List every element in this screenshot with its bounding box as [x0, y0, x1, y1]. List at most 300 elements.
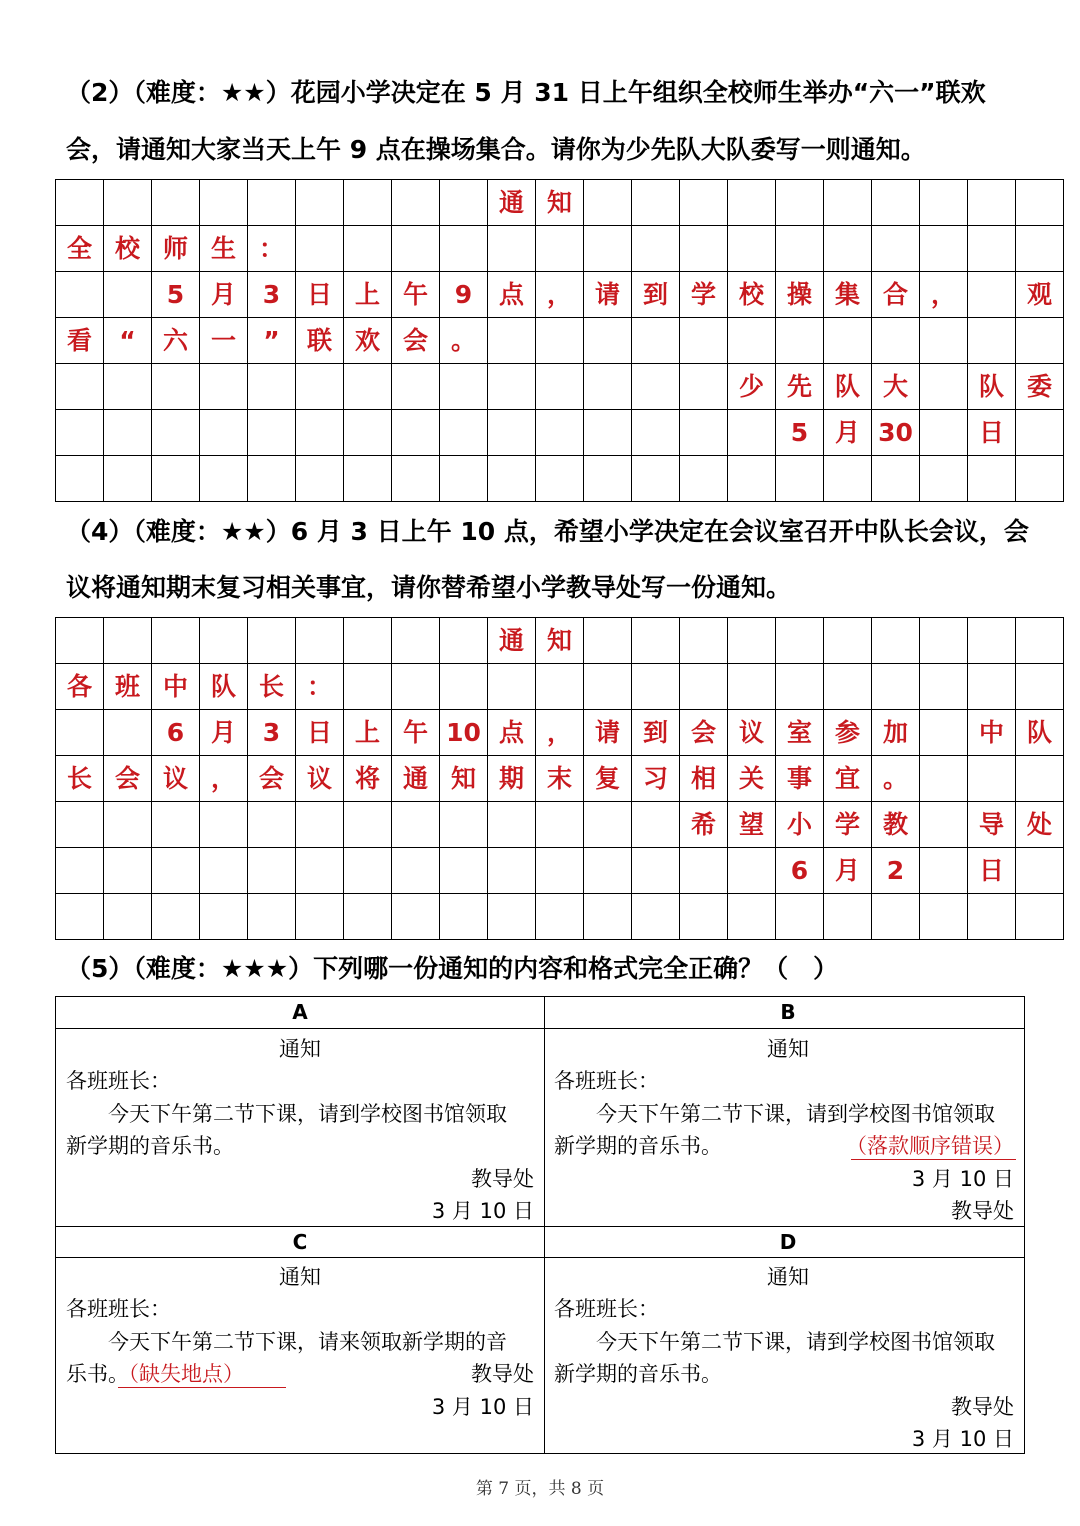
grid-cell: 看: [56, 318, 104, 364]
grid-cell: [104, 456, 152, 502]
grid-cell: [920, 848, 968, 894]
grid-cell: [776, 618, 824, 664]
grid-cell: [248, 410, 296, 456]
grid-cell: 午: [392, 710, 440, 756]
grid-cell: 各: [56, 664, 104, 710]
grid-cell: [200, 848, 248, 894]
grid-cell: [104, 802, 152, 848]
grid-cell: [824, 226, 872, 272]
grid-cell: 请: [584, 710, 632, 756]
grid-cell: [440, 802, 488, 848]
grid-cell: 。: [872, 756, 920, 802]
grid-cell: [632, 664, 680, 710]
grid-cell: [680, 226, 728, 272]
grid-cell: [632, 456, 680, 502]
grid-cell: [680, 180, 728, 226]
grid-cell: ，: [200, 756, 248, 802]
grid-cell: 会: [104, 756, 152, 802]
grid-cell: [488, 364, 536, 410]
option-c-letter: C: [292, 1230, 308, 1254]
option-c-error-note: （缺失地点）: [118, 1362, 244, 1386]
option-a-letter: A: [292, 1000, 308, 1024]
grid-cell: [440, 664, 488, 710]
option-c-note-underline: [118, 1387, 286, 1388]
grid-cell: [632, 848, 680, 894]
grid-cell: 生: [200, 226, 248, 272]
grid-cell: [104, 180, 152, 226]
grid-cell: [1016, 848, 1064, 894]
grid-cell: [248, 618, 296, 664]
grid-cell: [200, 456, 248, 502]
option-a-title: 通知: [279, 1037, 321, 1061]
grid-cell: 处: [1016, 802, 1064, 848]
grid-cell: [56, 894, 104, 940]
grid-cell: [680, 456, 728, 502]
grid-row: [56, 618, 1064, 664]
grid-cell: [728, 410, 776, 456]
grid-cell: [392, 180, 440, 226]
grid-cell: [872, 618, 920, 664]
grid-cell: [920, 894, 968, 940]
grid-cell: 末: [536, 756, 584, 802]
grid-cell: 5: [152, 272, 200, 318]
grid-row: [56, 180, 1064, 226]
grid-cell: [392, 364, 440, 410]
grid-cell: [776, 894, 824, 940]
grid-cell: [920, 180, 968, 226]
grid-cell: [920, 364, 968, 410]
grid-cell: [1016, 180, 1064, 226]
grid-cell: [200, 894, 248, 940]
grid-cell: 午: [392, 272, 440, 318]
option-d-sign-line2: 3 月 10 日: [911, 1427, 1014, 1451]
grid-cell: [968, 664, 1016, 710]
grid-cell: [632, 180, 680, 226]
grid-cell: 全: [56, 226, 104, 272]
option-c-body-line2: 乐书。: [66, 1362, 129, 1386]
grid-cell: 队: [968, 364, 1016, 410]
grid-cell: [440, 456, 488, 502]
grid-cell: [968, 894, 1016, 940]
grid-cell: [344, 802, 392, 848]
grid-cell: [728, 226, 776, 272]
grid-row: [56, 456, 1064, 502]
grid-row: [56, 848, 1064, 894]
grid-cell: [920, 318, 968, 364]
grid-cell: 到: [632, 710, 680, 756]
grid-cell: [536, 410, 584, 456]
grid-cell: [200, 364, 248, 410]
grid-cell: 长: [56, 756, 104, 802]
grid-cell: [584, 664, 632, 710]
option-a-greeting: 各班班长：: [66, 1069, 171, 1093]
grid-cell: [776, 664, 824, 710]
grid-cell: [536, 226, 584, 272]
grid-cell: [968, 180, 1016, 226]
grid-cell: [296, 894, 344, 940]
option-d-greeting: 各班班长：: [554, 1297, 659, 1321]
grid-cell: [968, 756, 1016, 802]
grid-row: [56, 364, 1064, 410]
grid-cell: [440, 410, 488, 456]
grid-cell: [536, 456, 584, 502]
grid-cell: [536, 364, 584, 410]
grid-row: [56, 318, 1064, 364]
q5-options-table: [55, 996, 1025, 1454]
grid-cell: 相: [680, 756, 728, 802]
column-divider: [544, 997, 545, 1453]
grid-row: [56, 894, 1064, 940]
option-a-sign-line1: 教导处: [471, 1167, 534, 1191]
grid-cell: [488, 410, 536, 456]
option-c-body-line1: 今天下午第二节下课，请来领取新学期的音: [108, 1330, 507, 1354]
grid-cell: [680, 618, 728, 664]
grid-cell: 日: [968, 848, 1016, 894]
grid-cell: 点: [488, 272, 536, 318]
q4-answer-grid: [55, 617, 1064, 940]
grid-cell: [824, 318, 872, 364]
grid-cell: 知: [536, 618, 584, 664]
option-b-sign-line1: 3 月 10 日: [911, 1167, 1014, 1191]
grid-cell: [152, 618, 200, 664]
grid-cell: [584, 618, 632, 664]
grid-cell: 中: [968, 710, 1016, 756]
grid-cell: [56, 410, 104, 456]
grid-cell: [1016, 894, 1064, 940]
grid-cell: [392, 848, 440, 894]
grid-cell: [728, 848, 776, 894]
grid-cell: [728, 456, 776, 502]
grid-cell: 6: [776, 848, 824, 894]
grid-cell: 队: [824, 364, 872, 410]
grid-cell: [920, 618, 968, 664]
option-d-letter: D: [779, 1230, 797, 1254]
grid-cell: [1016, 756, 1064, 802]
grid-cell: [1016, 664, 1064, 710]
grid-cell: [584, 456, 632, 502]
grid-cell: [56, 802, 104, 848]
grid-cell: [56, 710, 104, 756]
grid-cell: 9: [440, 272, 488, 318]
grid-cell: 月: [824, 410, 872, 456]
grid-cell: 将: [344, 756, 392, 802]
grid-row: [56, 410, 1064, 456]
grid-cell: [872, 664, 920, 710]
grid-cell: [152, 364, 200, 410]
option-c-sign-line2: 3 月 10 日: [431, 1395, 534, 1419]
grid-cell: [104, 364, 152, 410]
grid-cell: [584, 848, 632, 894]
grid-cell: [1016, 410, 1064, 456]
grid-cell: [584, 802, 632, 848]
option-d-body-line1: 今天下午第二节下课，请到学校图书馆领取: [596, 1330, 995, 1354]
grid-cell: [488, 848, 536, 894]
grid-cell: 宜: [824, 756, 872, 802]
grid-cell: 联: [296, 318, 344, 364]
grid-cell: [104, 272, 152, 318]
q4-prompt-line1: （4）（难度：★★）6 月 3 日上午 10 点，希望小学决定在会议室召开中队长会议，会: [66, 517, 1029, 546]
grid-cell: 教: [872, 802, 920, 848]
grid-row: [56, 226, 1064, 272]
grid-row: [56, 756, 1064, 802]
grid-cell: 月: [200, 272, 248, 318]
grid-cell: [680, 894, 728, 940]
grid-cell: 小: [776, 802, 824, 848]
grid-cell: 学: [680, 272, 728, 318]
grid-cell: [968, 456, 1016, 502]
grid-cell: [872, 318, 920, 364]
option-d-body-line2: 新学期的音乐书。: [554, 1362, 722, 1386]
grid-cell: [56, 180, 104, 226]
grid-cell: [584, 180, 632, 226]
grid-cell: [680, 848, 728, 894]
option-b-error-note: （落款顺序错误）: [846, 1134, 1014, 1158]
grid-cell: [968, 226, 1016, 272]
grid-cell: 上: [344, 272, 392, 318]
grid-cell: 导: [968, 802, 1016, 848]
grid-cell: [728, 664, 776, 710]
grid-cell: 日: [296, 272, 344, 318]
grid-cell: [152, 802, 200, 848]
grid-row: [56, 664, 1064, 710]
grid-cell: [344, 848, 392, 894]
grid-cell: 学: [824, 802, 872, 848]
grid-cell: [296, 456, 344, 502]
grid-cell: [584, 226, 632, 272]
grid-cell: [200, 802, 248, 848]
grid-cell: 队: [200, 664, 248, 710]
grid-cell: 3: [248, 710, 296, 756]
q2-answer-grid: [55, 179, 1064, 502]
grid-cell: 议: [728, 710, 776, 756]
grid-cell: 大: [872, 364, 920, 410]
grid-cell: 校: [104, 226, 152, 272]
grid-cell: [152, 848, 200, 894]
grid-cell: [248, 802, 296, 848]
grid-cell: [488, 894, 536, 940]
grid-cell: 议: [296, 756, 344, 802]
grid-cell: 月: [200, 710, 248, 756]
grid-cell: [248, 364, 296, 410]
grid-cell: [872, 180, 920, 226]
grid-cell: [536, 664, 584, 710]
grid-cell: [824, 894, 872, 940]
grid-cell: [152, 894, 200, 940]
grid-cell: [632, 364, 680, 410]
grid-cell: [872, 894, 920, 940]
option-a-body-line1: 今天下午第二节下课，请到学校图书馆领取: [108, 1102, 507, 1126]
grid-cell: [920, 710, 968, 756]
grid-cell: [680, 364, 728, 410]
option-b-greeting: 各班班长：: [554, 1069, 659, 1093]
grid-cell: [632, 894, 680, 940]
grid-cell: [56, 364, 104, 410]
grid-cell: [56, 618, 104, 664]
grid-cell: [728, 618, 776, 664]
grid-cell: 30: [872, 410, 920, 456]
grid-cell: [56, 272, 104, 318]
grid-cell: [728, 180, 776, 226]
grid-cell: ：: [248, 226, 296, 272]
row-divider: [56, 1028, 1024, 1029]
grid-cell: [536, 848, 584, 894]
grid-cell: [968, 318, 1016, 364]
option-c-sign-line1: 教导处: [471, 1362, 534, 1386]
grid-cell: ：: [296, 664, 344, 710]
grid-cell: [680, 318, 728, 364]
grid-cell: [344, 618, 392, 664]
grid-cell: [488, 664, 536, 710]
grid-cell: 校: [728, 272, 776, 318]
grid-cell: 加: [872, 710, 920, 756]
grid-cell: 六: [152, 318, 200, 364]
grid-cell: ，: [920, 272, 968, 318]
grid-cell: [344, 410, 392, 456]
grid-cell: 请: [584, 272, 632, 318]
grid-cell: [920, 456, 968, 502]
grid-cell: 师: [152, 226, 200, 272]
grid-cell: [536, 318, 584, 364]
grid-cell: [392, 618, 440, 664]
grid-cell: [392, 226, 440, 272]
grid-cell: [296, 226, 344, 272]
grid-cell: [872, 456, 920, 502]
grid-cell: [200, 180, 248, 226]
grid-cell: 5: [776, 410, 824, 456]
grid-cell: 知: [536, 180, 584, 226]
option-b-sign-line2: 教导处: [951, 1199, 1014, 1223]
grid-cell: [392, 664, 440, 710]
grid-cell: [296, 848, 344, 894]
grid-cell: [296, 410, 344, 456]
grid-cell: 委: [1016, 364, 1064, 410]
grid-cell: [440, 364, 488, 410]
grid-cell: [104, 710, 152, 756]
grid-cell: 上: [344, 710, 392, 756]
grid-cell: [248, 848, 296, 894]
grid-cell: [344, 664, 392, 710]
grid-cell: [296, 802, 344, 848]
grid-cell: 望: [728, 802, 776, 848]
grid-cell: 议: [152, 756, 200, 802]
grid-cell: [344, 226, 392, 272]
grid-cell: 关: [728, 756, 776, 802]
grid-cell: [632, 226, 680, 272]
grid-cell: [104, 894, 152, 940]
grid-cell: 6: [152, 710, 200, 756]
grid-cell: [728, 894, 776, 940]
grid-cell: [344, 894, 392, 940]
grid-cell: [824, 456, 872, 502]
grid-cell: 。: [440, 318, 488, 364]
grid-cell: [824, 664, 872, 710]
grid-cell: [968, 272, 1016, 318]
grid-cell: [584, 894, 632, 940]
option-b-body-line2: 新学期的音乐书。: [554, 1134, 722, 1158]
grid-cell: 会: [248, 756, 296, 802]
q4-prompt-line2: 议将通知期末复习相关事宜，请你替希望小学教导处写一份通知。: [66, 573, 792, 602]
grid-cell: [632, 318, 680, 364]
grid-cell: [440, 848, 488, 894]
grid-cell: 3: [248, 272, 296, 318]
grid-cell: [632, 410, 680, 456]
grid-cell: [776, 456, 824, 502]
grid-cell: [248, 456, 296, 502]
grid-cell: [296, 364, 344, 410]
grid-cell: [152, 456, 200, 502]
grid-cell: [200, 618, 248, 664]
grid-cell: [776, 318, 824, 364]
option-d-title: 通知: [767, 1265, 809, 1289]
grid-cell: 长: [248, 664, 296, 710]
grid-cell: [56, 848, 104, 894]
grid-cell: [920, 802, 968, 848]
grid-cell: 日: [968, 410, 1016, 456]
grid-cell: [152, 180, 200, 226]
grid-cell: 参: [824, 710, 872, 756]
grid-cell: 2: [872, 848, 920, 894]
grid-cell: [680, 664, 728, 710]
grid-cell: [488, 456, 536, 502]
grid-cell: [1016, 226, 1064, 272]
grid-cell: [824, 180, 872, 226]
grid-cell: ”: [248, 318, 296, 364]
grid-cell: 欢: [344, 318, 392, 364]
grid-cell: [392, 410, 440, 456]
grid-cell: [872, 226, 920, 272]
grid-cell: 中: [152, 664, 200, 710]
grid-cell: 10: [440, 710, 488, 756]
grid-cell: [392, 456, 440, 502]
grid-cell: [488, 318, 536, 364]
grid-cell: [1016, 456, 1064, 502]
grid-cell: 操: [776, 272, 824, 318]
option-a-body-line2: 新学期的音乐书。: [66, 1134, 234, 1158]
grid-cell: 先: [776, 364, 824, 410]
grid-cell: [344, 364, 392, 410]
grid-cell: 队: [1016, 710, 1064, 756]
q2-prompt-line2: 会，请通知大家当天上午 9 点在操场集合。请你为少先队大队委写一则通知。: [66, 135, 926, 164]
option-b-letter: B: [780, 1000, 796, 1024]
grid-cell: “: [104, 318, 152, 364]
grid-cell: 通: [488, 618, 536, 664]
grid-cell: [536, 894, 584, 940]
grid-row: [56, 802, 1064, 848]
grid-cell: [584, 318, 632, 364]
grid-cell: 会: [680, 710, 728, 756]
grid-cell: [440, 894, 488, 940]
grid-cell: [488, 226, 536, 272]
grid-cell: 日: [296, 710, 344, 756]
grid-row: [56, 272, 1064, 318]
grid-cell: [920, 410, 968, 456]
grid-cell: [920, 664, 968, 710]
grid-cell: 知: [440, 756, 488, 802]
grid-cell: [248, 894, 296, 940]
grid-cell: [344, 180, 392, 226]
grid-cell: [296, 618, 344, 664]
option-d-sign-line1: 教导处: [951, 1395, 1014, 1419]
grid-cell: ，: [536, 272, 584, 318]
grid-cell: 事: [776, 756, 824, 802]
grid-cell: [584, 410, 632, 456]
grid-cell: [296, 180, 344, 226]
q5-question: （5）（难度：★★★）下列哪一份通知的内容和格式完全正确？（ ）: [66, 954, 839, 983]
grid-cell: [152, 410, 200, 456]
page-footer: 第 7 页，共 8 页: [475, 1479, 605, 1499]
grid-cell: [776, 226, 824, 272]
grid-cell: [104, 848, 152, 894]
